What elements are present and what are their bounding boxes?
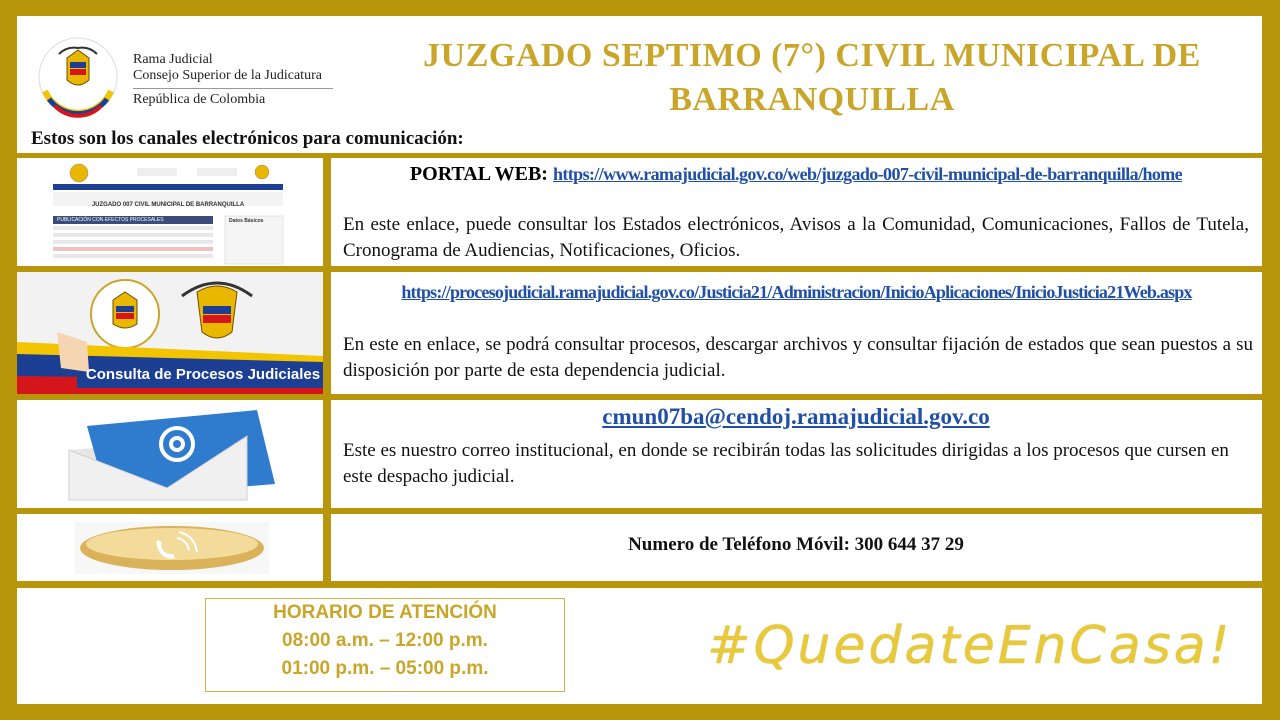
phone-number-text: Numero de Teléfono Móvil: 300 644 37 29 <box>628 534 964 555</box>
thumb-bar-text: PUBLICACIÓN CON EFECTOS PROCESALES <box>57 217 164 223</box>
phone-text-panel <box>331 514 1262 581</box>
portal-web-thumbnail <box>17 158 323 266</box>
logo-line-rama: Rama Judicial <box>133 52 213 67</box>
email-link[interactable]: cmun07ba@cendoj.ramajudicial.gov.co <box>602 404 990 429</box>
logo-text <box>133 52 333 108</box>
email-envelope-icon <box>17 400 323 508</box>
thumb-side-text: Datos Básicos <box>229 218 264 224</box>
email-link-line <box>341 404 1251 430</box>
page-subtitle: Estos son los canales electrónicos para comunicación: <box>31 128 464 149</box>
bottom-panel <box>17 588 1262 704</box>
procesos-link[interactable]: https://procesojudicial.ramajudicial.gov.co/Justicia21/Administracion/InicioAplicaciones/InicioJusticia21Web.aspx <box>401 282 1192 302</box>
consulta-procesos-banner <box>17 272 323 394</box>
logo-line-consejo: Consejo Superior de la Judicatura <box>133 68 322 83</box>
consulta-procesos-banner-text: Consulta de Procesos Judiciales <box>85 366 321 383</box>
email-text-panel <box>331 400 1262 508</box>
office-hours-afternoon: 01:00 p.m. – 05:00 p.m. <box>281 658 489 679</box>
portal-web-link[interactable]: https://www.ramajudicial.gov.co/web/juzgado-007-civil-municipal-de-barranquilla/home <box>552 164 1183 184</box>
phone-thumbnail <box>17 514 323 581</box>
email-description: Este es nuestro correo institucional, en donde se recibirán todas las solicitudes dirigidas a los procesos que cursen en este despacho judicial. <box>343 440 1229 487</box>
office-hours-morning: 08:00 a.m. – 12:00 p.m. <box>282 630 488 651</box>
office-hours-title: HORARIO DE ATENCIÓN <box>273 602 497 623</box>
procesos-link-line <box>339 280 1254 306</box>
office-hours-box <box>205 598 565 692</box>
thumb-header-text: JUZGADO 007 CIVIL MUNICIPAL DE BARRANQUILLA <box>91 202 245 208</box>
procesos-description: En este en enlace, se podrá consultar procesos, descargar archivos y consultar fijación de estados que sean puestos a su disposición por parte de esta dependencia judicial. <box>343 334 1253 381</box>
portal-web-line <box>341 162 1251 187</box>
hashtag-quedate-en-casa: #QuedateEnCasa! <box>707 616 1233 676</box>
header-panel <box>17 16 1262 153</box>
page-title: JUZGADO SEPTIMO (7°) CIVIL MUNICIPAL DE BARRANQUILLA <box>423 37 1201 118</box>
portal-web-label: PORTAL WEB: <box>409 163 553 185</box>
logo-divider <box>133 88 333 89</box>
portal-screenshot-illustration <box>17 158 323 266</box>
phone-icon <box>17 514 323 581</box>
portal-web-text-panel <box>331 158 1262 266</box>
colombia-coat-of-arms-logo <box>37 36 119 118</box>
portal-web-description: En este enlace, puede consultar los Estados electrónicos, Avisos a la Comunidad, Comunicaciones, Fallos de Tutela, Cronograma de Audiencias, Notificaciones, Oficios. <box>343 214 1249 261</box>
logo-line-republica: República de Colombia <box>133 92 266 107</box>
email-thumbnail <box>17 400 323 508</box>
procesos-text-panel <box>331 272 1262 394</box>
